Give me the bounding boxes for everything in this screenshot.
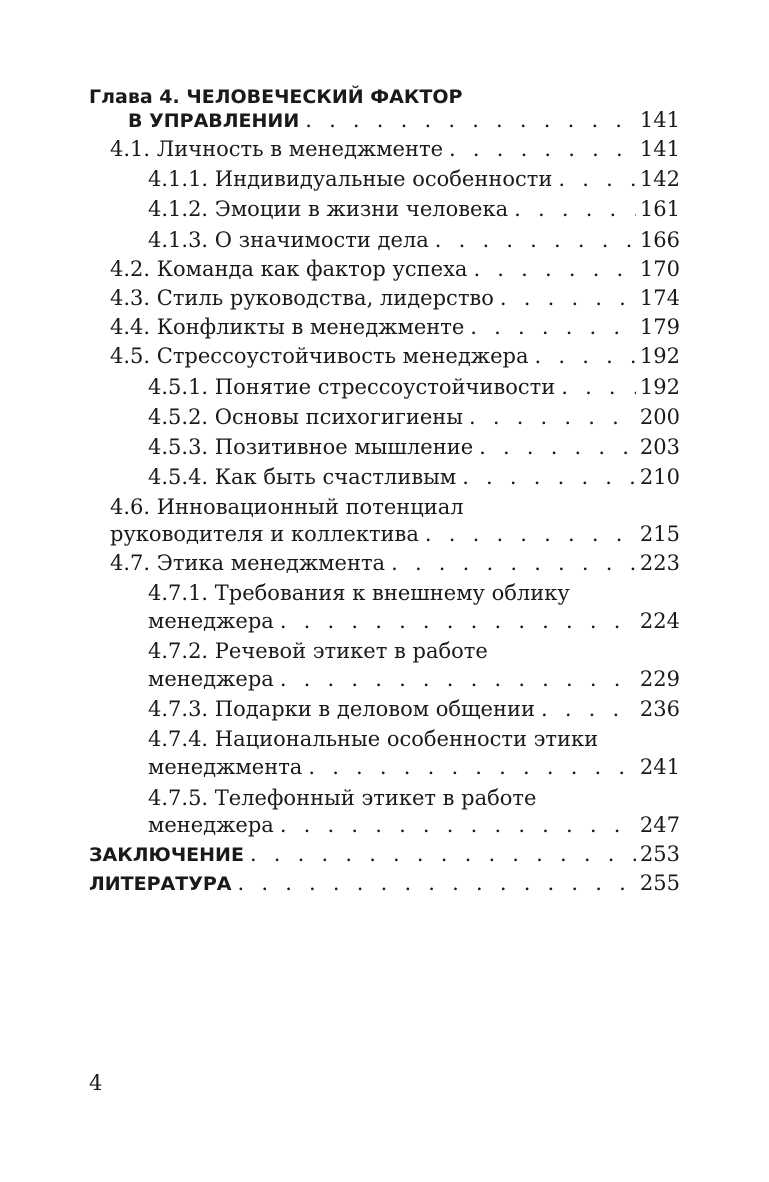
- leader-dots: [250, 839, 636, 869]
- toc-entry-4-5-3: [148, 432, 680, 462]
- page-number: 4: [89, 1071, 103, 1095]
- page-ref: 215: [639, 522, 680, 546]
- leader-dots: [280, 664, 636, 694]
- entry-title: 4.5.4. Как быть счастливым: [148, 465, 457, 489]
- entry-title-cont: руководителя и коллектива: [110, 522, 419, 546]
- toc-entry-4-1-2: [148, 194, 680, 224]
- toc-entry-4-5: [110, 341, 680, 371]
- entry-title-cont: менеджера: [148, 667, 274, 691]
- toc-entry-4-7-4: [148, 752, 680, 782]
- page-ref: 224: [639, 609, 680, 633]
- entry-title-cont: менеджера: [148, 813, 274, 837]
- toc-entry-4-7-1-line1: [148, 578, 570, 608]
- leader-dots: [500, 283, 636, 313]
- toc-entry-4-5-4: [148, 462, 680, 492]
- toc-entry-4-7-1: [148, 606, 680, 636]
- entry-title: 4.5.1. Понятие стрессоустойчивости: [148, 375, 556, 399]
- entry-title: 4.6. Инновационный потенциал: [110, 495, 464, 519]
- page-ref: 236: [639, 697, 680, 721]
- entry-title: ЛИТЕРАТУРА: [89, 873, 232, 895]
- page-ref: 141: [639, 108, 680, 132]
- toc-entry-4-7-5-line1: [148, 783, 536, 813]
- toc-entry-4-2: [110, 254, 680, 284]
- leader-dots: [462, 462, 636, 492]
- toc-entry-4-6-line1: [110, 492, 464, 522]
- page-ref: 141: [639, 137, 680, 161]
- toc-entry-4-5-2: [148, 402, 680, 432]
- chapter-title-cont-line: [128, 105, 680, 135]
- page-ref: 223: [639, 551, 680, 575]
- toc-entry-4-7-5: [148, 810, 680, 840]
- toc-entry-4-6: [110, 519, 680, 549]
- entry-title: 4.5.2. Основы психогигиены: [148, 405, 463, 429]
- entry-title-cont: менеджмента: [148, 755, 303, 779]
- leader-dots: [558, 164, 636, 194]
- leader-dots: [470, 312, 636, 342]
- entry-title: 4.1.1. Индивидуальные особенности: [148, 167, 553, 191]
- page-ref: 229: [639, 667, 680, 691]
- toc-entry-conclusion: [89, 839, 680, 869]
- leader-dots: [473, 254, 635, 284]
- toc-entry-literature: [89, 868, 680, 898]
- leader-dots: [391, 548, 636, 578]
- entry-title: 4.1.2. Эмоции в жизни человека: [148, 197, 509, 221]
- page-ref: 170: [639, 257, 680, 281]
- page-ref: 247: [639, 813, 680, 837]
- toc-entry-4-5-1: [148, 372, 680, 402]
- toc-entry-4-1-1: [148, 164, 680, 194]
- page-ref: 255: [639, 871, 680, 895]
- chapter-title: Глава 4. ЧЕЛОВЕЧЕСКИЙ ФАКТОР: [89, 86, 463, 108]
- page-ref: 174: [639, 286, 680, 310]
- toc-entry-4-7-2-line1: [148, 636, 488, 666]
- leader-dots: [469, 402, 636, 432]
- page-ref: 192: [639, 375, 680, 399]
- leader-dots: [435, 225, 636, 255]
- leader-dots: [305, 105, 636, 135]
- entry-title: 4.7.4. Национальные особенности этики: [148, 727, 599, 751]
- leader-dots: [514, 194, 636, 224]
- leader-dots: [308, 752, 636, 782]
- entry-title: 4.5.3. Позитивное мышление: [148, 435, 474, 459]
- entry-title: 4.7.2. Речевой этикет в работе: [148, 639, 488, 663]
- entry-title-cont: менеджера: [148, 609, 274, 633]
- entry-title: 4.7.3. Подарки в деловом общении: [148, 697, 535, 721]
- page-ref: 203: [639, 435, 680, 459]
- leader-dots: [479, 432, 636, 462]
- toc-entry-4-4: [110, 312, 680, 342]
- leader-dots: [541, 694, 636, 724]
- page-ref: 253: [639, 842, 680, 866]
- entry-title: 4.2. Команда как фактор успеха: [110, 257, 468, 281]
- toc-entry-4-7-3: [148, 694, 680, 724]
- leader-dots: [449, 134, 636, 164]
- entry-title: 4.4. Конфликты в менеджменте: [110, 315, 465, 339]
- page-ref: 192: [639, 344, 680, 368]
- toc-entry-4-1-3: [148, 225, 680, 255]
- leader-dots: [238, 868, 636, 898]
- entry-title: 4.3. Стиль руководства, лидерство: [110, 286, 494, 310]
- entry-title: 4.7.5. Телефонный этикет в работе: [148, 786, 537, 810]
- chapter-title-cont: В УПРАВЛЕНИИ: [128, 110, 300, 132]
- page-ref: 166: [639, 228, 680, 252]
- page-ref: 161: [639, 197, 680, 221]
- toc-entry-4-7: [110, 548, 680, 578]
- entry-title: ЗАКЛЮЧЕНИЕ: [89, 844, 244, 866]
- entry-title: 4.5. Стрессоустойчивость менеджера: [110, 344, 529, 368]
- entry-title: 4.1. Личность в менеджменте: [110, 137, 444, 161]
- leader-dots: [561, 372, 636, 402]
- toc-entry-4-1: [110, 134, 680, 164]
- page-ref: 200: [639, 405, 680, 429]
- leader-dots: [425, 519, 636, 549]
- leader-dots: [280, 810, 636, 840]
- toc-entry-4-3: [110, 283, 680, 313]
- entry-title: 4.7. Этика менеджмента: [110, 551, 386, 575]
- toc-entry-4-7-2: [148, 664, 680, 694]
- leader-dots: [280, 606, 636, 636]
- toc-entry-4-7-4-line1: [148, 724, 598, 754]
- page-ref: 241: [639, 755, 680, 779]
- page-ref: 142: [639, 167, 680, 191]
- entry-title: 4.7.1. Требования к внешнему облику: [148, 581, 570, 605]
- page-ref: 210: [639, 465, 680, 489]
- entry-title: 4.1.3. О значимости дела: [148, 228, 429, 252]
- leader-dots: [535, 341, 636, 371]
- page-ref: 179: [639, 315, 680, 339]
